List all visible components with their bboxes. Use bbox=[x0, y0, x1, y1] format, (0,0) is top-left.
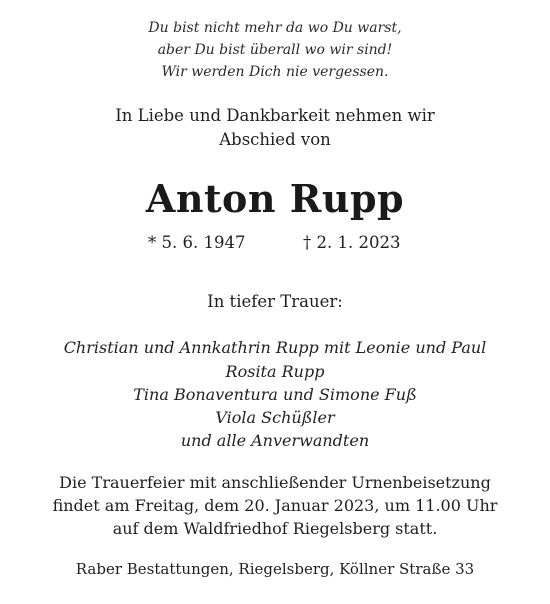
poem-line-1: Du bist nicht mehr da wo Du warst, bbox=[148, 20, 402, 36]
intro-line-2: Abschied von bbox=[219, 130, 331, 149]
intro-line-1: In Liebe und Dankbarkeit nehmen wir bbox=[115, 106, 435, 125]
family-line-3: Tina Bonaventura und Simone Fuß bbox=[133, 385, 417, 404]
undertaker-address: Raber Bestattungen, Riegelsberg, Köllner Straße 33 bbox=[75, 560, 475, 578]
service-line-2: findet am Freitag, dem 20. Januar 2023, um 11.00 Uhr bbox=[52, 496, 498, 515]
family-line-1: Christian und Annkathrin Rupp mit Leonie und Paul bbox=[63, 338, 487, 357]
family-line-5: und alle Anverwandten bbox=[180, 431, 370, 450]
family-line-2: Rosita Rupp bbox=[225, 362, 325, 381]
birth-date: * 5. 6. 1947 bbox=[148, 233, 246, 252]
service-line-3: auf dem Waldfriedhof Riegelsberg statt. bbox=[112, 519, 438, 538]
deceased-name: Anton Rupp bbox=[145, 176, 405, 221]
service-line-1: Die Trauerfeier mit anschließender Urnenbeisetzung bbox=[59, 473, 491, 492]
poem-line-3: Wir werden Dich nie vergessen. bbox=[161, 64, 389, 80]
family-line-4: Viola Schüßler bbox=[215, 408, 335, 427]
poem-line-2: aber Du bist überall wo wir sind! bbox=[157, 42, 393, 58]
mourning-heading: In tiefer Trauer: bbox=[207, 292, 343, 311]
death-date: † 2. 1. 2023 bbox=[303, 233, 401, 252]
